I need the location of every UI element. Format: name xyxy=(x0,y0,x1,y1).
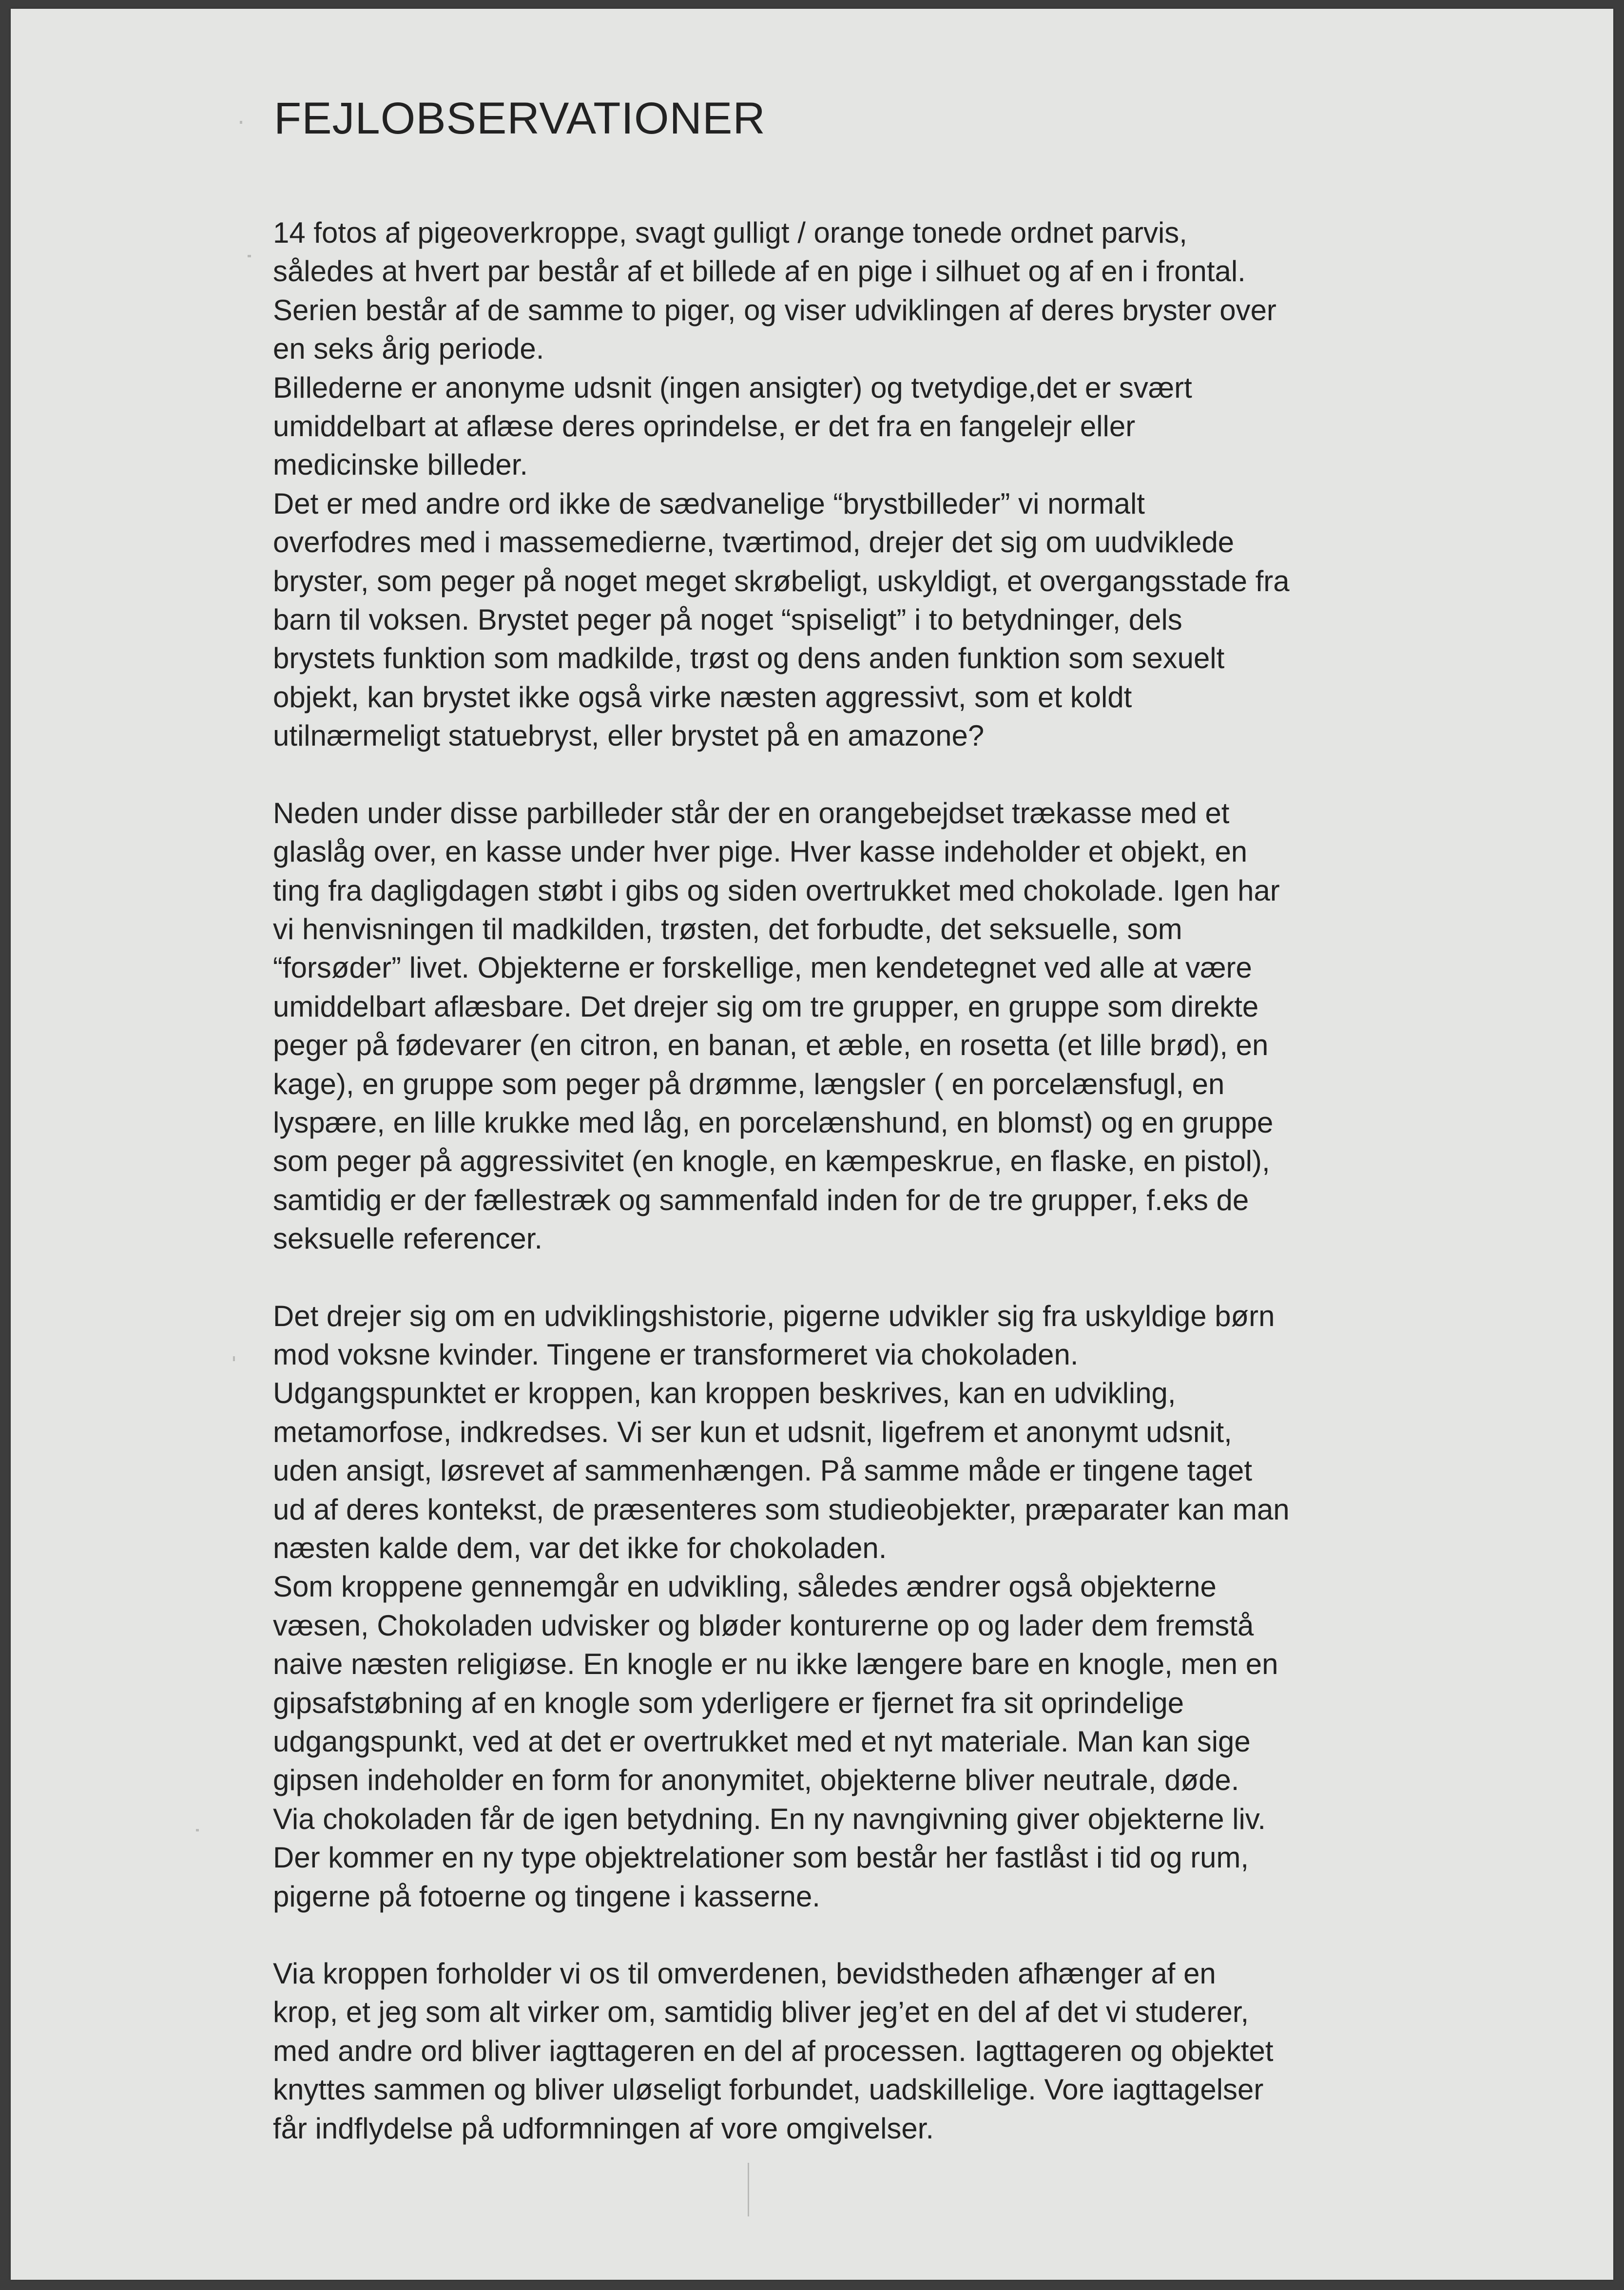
text-line: gipsafstøbning af en knogle som yderligere er fjernet fra sit oprindelige xyxy=(273,1686,1184,1719)
text-line: 14 fotos af pigeoverkroppe, svagt gulligt / orange tonede ordnet parvis, xyxy=(273,216,1187,249)
text-line: gipsen indeholder en form for anonymitet, objekterne bliver neutrale, døde. xyxy=(273,1764,1239,1797)
text-line: metamorfose, indkredses. Vi ser kun et udsnit, ligefrem et anonymt udsnit, xyxy=(273,1415,1232,1448)
text-line: umiddelbart aflæsbare. Det drejer sig om tre grupper, en gruppe som direkte xyxy=(273,990,1259,1023)
text-line: peger på fødevarer (en citron, en banan, et æble, en rosetta (et lille brød), en xyxy=(273,1029,1269,1062)
text-line: næsten kalde dem, var det ikke for chokoladen. xyxy=(273,1532,887,1564)
text-line: krop, et jeg som alt virker om, samtidig bliver jeg’et en del af det vi studerer, xyxy=(273,1996,1249,2029)
text-line: vi henvisningen til madkilden, trøsten, det forbudte, det seksuelle, som xyxy=(273,912,1182,945)
text-line: Neden under disse parbilleder står der en orangebejdset trækasse med et xyxy=(273,796,1230,829)
text-line: en seks årig periode. xyxy=(273,332,544,366)
text-line: utilnærmeligt statuebryst, eller brystet på en amazone? xyxy=(273,719,985,752)
paragraph xyxy=(273,213,1439,755)
text-line: lyspære, en lille krukke med låg, en porcelænshund, en blomst) og en gruppe xyxy=(273,1106,1274,1139)
paper-speck xyxy=(248,255,251,257)
text-line: Som kroppene gennemgår en udvikling, således ændrer også objekterne xyxy=(273,1570,1217,1603)
text-line: glaslåg over, en kasse under hver pige. Hver kasse indeholder et objekt, en xyxy=(273,835,1248,868)
paper-speck xyxy=(233,1356,235,1361)
document-body xyxy=(259,92,1439,2186)
text-line: bryster, som peger på noget meget skrøbeligt, uskyldigt, et overgangsstade fra xyxy=(273,564,1290,597)
text-line: ud af deres kontekst, de præsenteres som studieobjekter, præparater kan man xyxy=(273,1493,1290,1526)
text-line: kage), en gruppe som peger på drømme, længsler ( en porcelænsfugl, en xyxy=(273,1067,1225,1100)
text-line: udgangspunkt, ved at det er overtrukket med et nyt materiale. Man kan sige xyxy=(273,1725,1251,1758)
text-line: Via chokoladen får de igen betydning. En ny navngivning giver objekterne liv. xyxy=(273,1802,1266,1835)
text-line: Der kommer en ny type objektrelationer som består her fastlåst i tid og rum, xyxy=(273,1841,1249,1874)
paragraph xyxy=(273,1954,1439,2148)
text-line: uden ansigt, løsrevet af sammenhængen. På samme måde er tingene taget xyxy=(273,1454,1253,1487)
text-line: væsen, Chokoladen udvisker og bløder konturerne op og lader dem fremstå xyxy=(273,1609,1254,1642)
text-line: Via kroppen forholder vi os til omverdenen, bevidstheden afhænger af en xyxy=(273,1957,1216,1990)
text-line: som peger på aggressivitet (en knogle, en kæmpeskrue, en flaske, en pistol), xyxy=(273,1145,1270,1178)
text-line: barn til voksen. Brystet peger på noget “spiseligt” i to betydninger, dels xyxy=(273,603,1182,636)
paragraph xyxy=(273,1297,1439,1916)
text-line: objekt, kan brystet ikke også virke næsten aggressivt, som et koldt xyxy=(273,680,1132,713)
paper-sheet xyxy=(11,9,1613,2280)
text-line: naive næsten religiøse. En knogle er nu ikke længere bare en knogle, men en xyxy=(273,1648,1278,1681)
page-title: FEJLOBSERVATIONER xyxy=(274,94,766,143)
text-line: umiddelbart at aflæse deres oprindelse, er det fra en fangelejr eller xyxy=(273,410,1136,443)
text-line: ting fra dagligdagen støbt i gibs og siden overtrukket med chokolade. Igen har xyxy=(273,874,1280,907)
paragraph-list xyxy=(259,213,1439,2148)
paragraph xyxy=(273,794,1439,1258)
text-line: med andre ord bliver iagttageren en del af processen. Iagttageren og objektet xyxy=(273,2034,1274,2067)
text-line: pigerne på fotoerne og tingene i kasserne. xyxy=(273,1880,820,1913)
paper-speck xyxy=(196,1829,199,1831)
text-line: mod voksne kvinder. Tingene er transformeret via chokoladen. xyxy=(273,1338,1079,1371)
text-line: får indflydelse på udformningen af vore omgivelser. xyxy=(273,2112,934,2145)
text-line: knyttes sammen og bliver uløseligt forbundet, uadskillelige. Vore iagttagelser xyxy=(273,2073,1264,2106)
text-line: “forsøder” livet. Objekterne er forskellige, men kendetegnet ved alle at være xyxy=(273,951,1252,984)
text-line: Serien består af de samme to piger, og viser udviklingen af deres bryster over xyxy=(273,293,1276,327)
text-line: seksuelle referencer. xyxy=(273,1222,543,1255)
text-line: Billederne er anonyme udsnit (ingen ansigter) og tvetydige,det er svært xyxy=(273,371,1192,404)
text-line: medicinske billeder. xyxy=(273,448,528,481)
text-line: Det er med andre ord ikke de sædvanelige “brystbilleder” vi normalt xyxy=(273,487,1145,520)
text-line: Det drejer sig om en udviklingshistorie, pigerne udvikler sig fra uskyldige børn xyxy=(273,1299,1275,1332)
paper-speck xyxy=(240,121,242,124)
text-line: brystets funktion som madkilde, trøst og dens anden funktion som sexuelt xyxy=(273,642,1225,675)
text-line: således at hvert par består af et billede af en pige i silhuet og af en i frontal. xyxy=(273,255,1246,288)
text-line: samtidig er der fællestræk og sammenfald inden for de tre grupper, f.eks de xyxy=(273,1183,1249,1216)
text-line: Udgangspunktet er kroppen, kan kroppen beskrives, kan en udvikling, xyxy=(273,1377,1176,1410)
text-line: overfodres med i massemedierne, tværtimod, drejer det sig om uudviklede xyxy=(273,526,1235,559)
